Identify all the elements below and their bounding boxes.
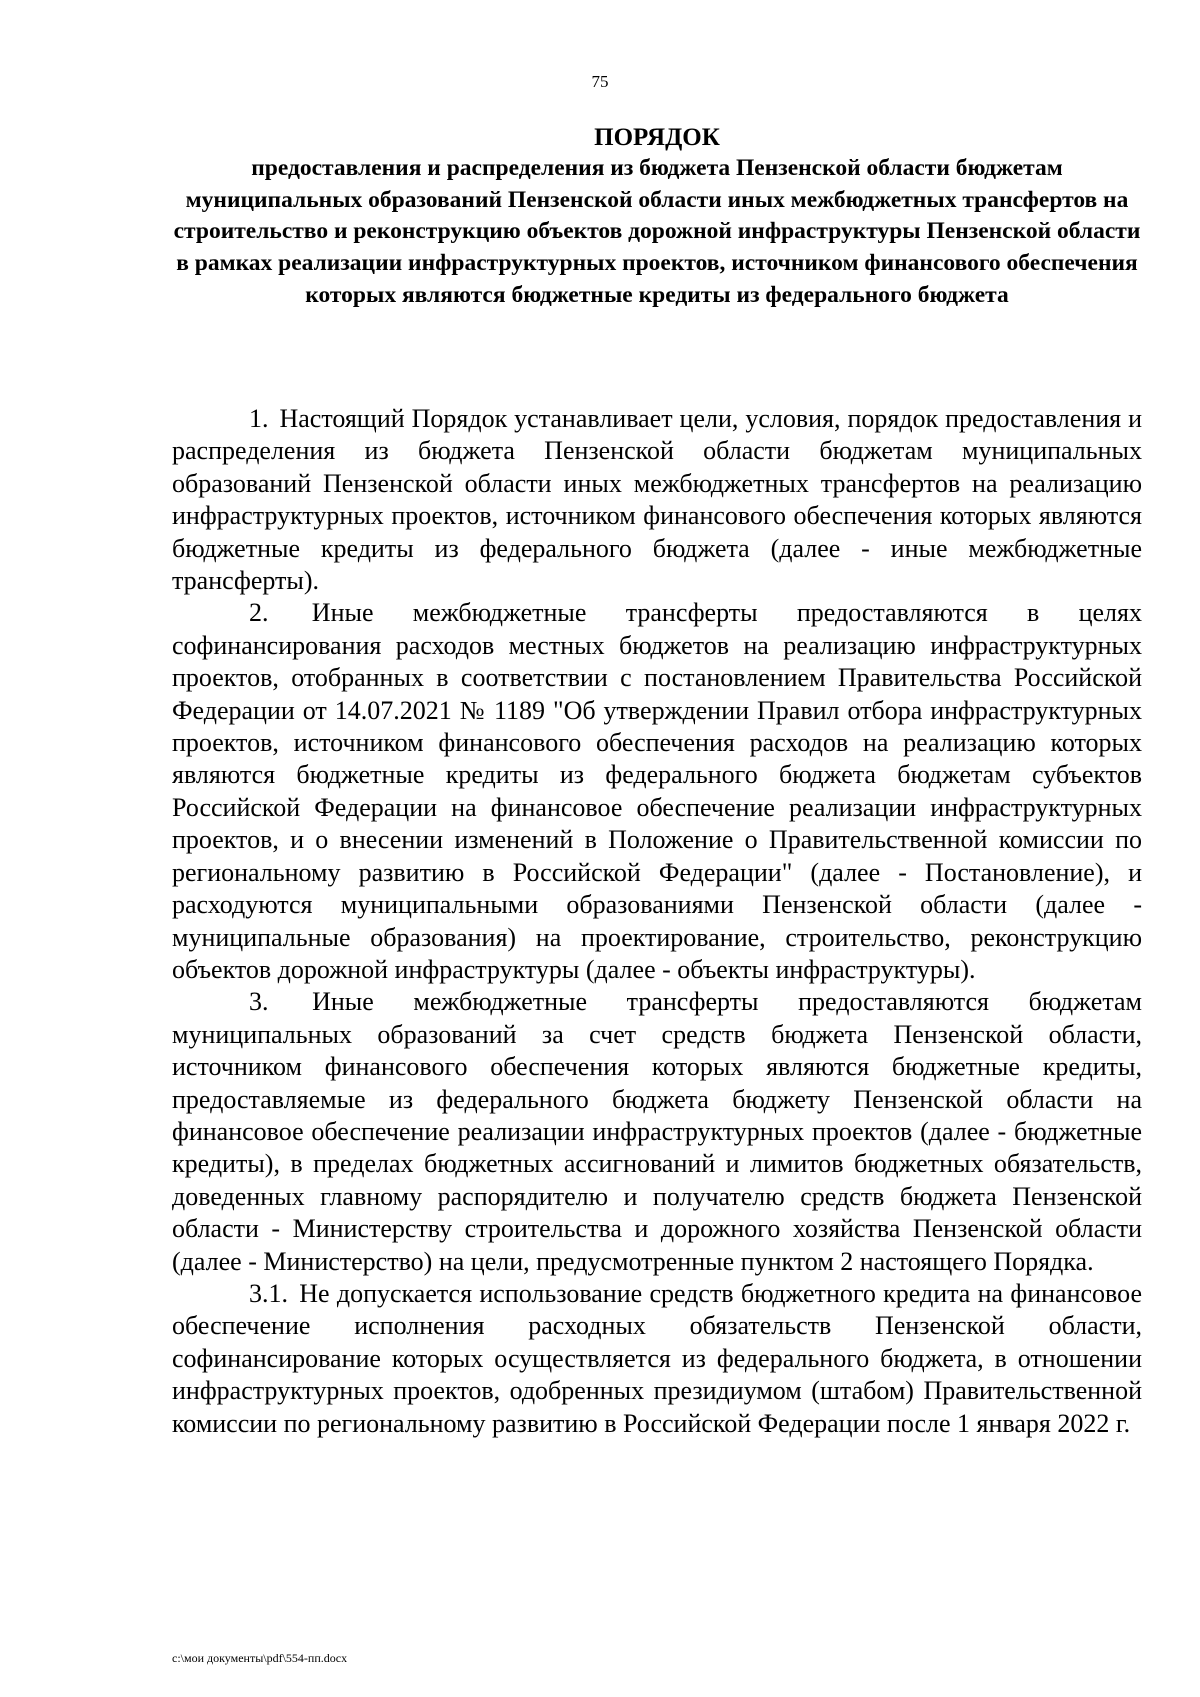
document-heading <box>172 120 1142 312</box>
paragraph-2 <box>172 597 1142 986</box>
paragraph-1 <box>172 403 1142 597</box>
paragraph-number: 3.1. <box>249 1278 288 1308</box>
paragraph-number: 1. <box>249 404 269 433</box>
heading-subtitle: предоставления и распределения из бюджета Пензенской области бюджетам муниципальных образований Пензенской области иных межбюджетных трансфертов на строительство и реконструкцию объектов дорожной инфраструктуры Пензенской области в рамках реализации инфраструктурных проектов, источником финансового обеспечения которых являются бюджетные кредиты из федерального бюджета <box>173 155 1141 308</box>
paragraph-3-1 <box>172 1278 1142 1440</box>
paragraph-number: 2. <box>249 598 269 628</box>
footer-file-path: c:\мои документы\pdf\554-пп.docx <box>172 1651 348 1665</box>
paragraph-text: Иные межбюджетные трансферты предоставляются бюджетам муниципальных образований за счет средств бюджета Пензенской области, источником финансового обеспечения которых являются бюджетные кредиты, предоставляемые из федерального бюджета бюджету Пензенской области на финансовое обеспечение реализации инфраструктурных проектов (далее - бюджетные кредиты), в пределах бюджетных ассигнований и лимитов бюджетных обязательств, доведенных главному распорядителю и получателю средств бюджета Пензенской области - Министерству строительства и дорожного хозяйства Пензенской области (далее - Министерство) на цели, предусмотренные пунктом 2 настоящего Порядка. <box>172 987 1142 1276</box>
heading-title: ПОРЯДОК <box>594 124 720 151</box>
paragraph-number: 3. <box>249 987 269 1017</box>
paragraph-text: Иные межбюджетные трансферты предоставляются в целях софинансирования расходов местных бюджетов на реализацию инфраструктурных проектов, отобранных в соответствии с постановлением Правительства Российской Федерации от 14.07.2021 № 1189 "Об утверждении Правил отбора инфраструктурных проектов, источником финансового обеспечения расходов на реализацию которых являются бюджетные кредиты из федерального бюджета бюджетам субъектов Российской Федерации на финансовое обеспечение реализации инфраструктурных проектов, и о внесении изменений в Положение о Правительственной комиссии по региональному развитию в Российской Федерации" (далее - Постановление), и расходуются муниципальными образованиями Пензенской области (далее - муниципальные образования) на проектирование, строительство, реконструкцию объектов дорожной инфраструктуры (далее - объекты инфраструктуры). <box>172 598 1142 984</box>
page-number: 75 <box>591 72 609 91</box>
paragraph-text: Не допускается использование средств бюджетного кредита на финансовое обеспечение исполнения расходных обязательств Пензенской области, софинансирование которых осуществляется из федерального бюджета, в отношении инфраструктурных проектов, одобренных президиумом (штабом) Правительственной комиссии по региональному развитию в Российской Федерации после 1 января 2022 г. <box>172 1278 1142 1438</box>
paragraph-3 <box>172 986 1142 1278</box>
paragraph-text: Настоящий Порядок устанавливает цели, условия, порядок предоставления и распределения из бюджета Пензенской области бюджетам муниципальных образований Пензенской области иных межбюджетных трансфертов на реализацию инфраструктурных проектов, источником финансового обеспечения которых являются бюджетные кредиты из федерального бюджета (далее - иные межбюджетные трансферты). <box>172 404 1143 596</box>
document-body <box>172 403 1142 1440</box>
